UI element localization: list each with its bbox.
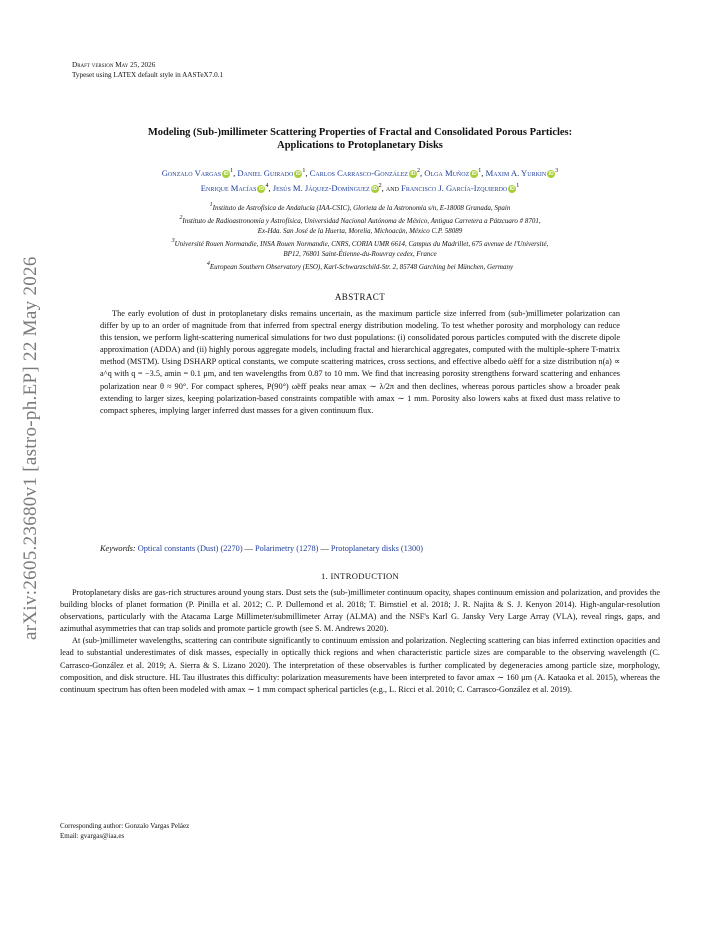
section-number: 1. [320,571,329,581]
author-sup: 3 [555,168,559,174]
affiliation-4: $^4$European Southern Observatory (ESO), Karl-Schwarzschild-Str. 2, 85748 Garching bei München, Germany [206,261,514,271]
author-sup: 2 [416,168,420,174]
section-title: INTRODUCTION [330,571,400,581]
author-sup: 2 [378,183,382,189]
orcid-icon[interactable]: iD [410,171,416,177]
affiliation-3-cont: BP12, 76801 Saint-Étienne-du-Rouvray cedex, France [283,250,437,258]
keywords-label: Keywords: [100,544,136,553]
author-link[interactable]: Francisco J. García-Izquierdo [401,183,508,193]
keywords [100,543,620,555]
footnote [60,821,189,841]
author-sup: 4 [265,183,269,189]
author-link[interactable]: Carlos Carrasco-González [309,168,408,178]
author-link[interactable]: Jesús M. Jáquez-Domínguez [272,183,370,193]
author-sup: 1 [230,168,234,174]
draft-header [72,60,223,80]
corresponding-author: Corresponding author: Gonzalo Vargas Peláez [60,822,190,830]
orcid-icon[interactable]: iD [295,171,301,177]
authors-and: and [385,183,399,193]
section-heading [60,571,660,581]
title-line-1: Modeling (Sub-)millimeter Scattering Properties of Fractal and Consolidated Porous Particles: [147,127,573,138]
author-link[interactable]: Enrique Macías [200,183,257,193]
author-sup: 1 [302,168,306,174]
keyword-separator: — [320,544,329,553]
author-link[interactable]: Maxim A. Yurkin [485,168,547,178]
affiliation-3: $^3$Université Rouen Normandie, INSA Rouen Normandie, CNRS, CORIA UMR 6614, Campus du Madrillet, 675 avenue de l'Université, [171,238,549,248]
draft-version-line: Draft version May 25, 2026 [72,61,156,69]
keyword-link[interactable]: Optical constants (Dust) (2270) [137,544,243,553]
keyword-separator: — [244,544,253,553]
author-link[interactable]: Daniel Guirado [237,168,294,178]
affiliations [56,200,664,272]
abstract-heading: ABSTRACT [334,292,386,302]
abstract-text: The early evolution of dust in protoplanetary disks remains uncertain, as the maximum particle size inferred from (sub-)millimeter polarization can differ by up to an order of magnitude from that inferred from spectral energy distribution modeling. To test whether porosity and morphology can reduce this tension, we perform light-scattering numerical simulations for two dust populations: (i) consolidated porous particles computed with the discrete dipole approximation (ADDA) and (ii) highly porous aggregate models, including fractal and hierarchical aggregates, computed with the multiple-sphere T-matrix method (MSTM). Using DSHARP optical constants, we compute scattering matrices, cross sections, and effective albedo ω̃eff for a size distribution n(a) ∝ a^q with q = −3.5, amin = 0.1 μm, and ten wavelengths from 0.87 to 10 mm. We find that increasing porosity strengthens forward scattering and enhances polarization near θ ≈ 90°. For compact spheres, P(90°) ω̃eff peaks near amax ∼ λ/2π and then declines, whereas porous particles show a broader peak extending to larger sizes, keeping polarization-based constraints compatible with amax ∼ 1 mm. Porosity also lowers κabs at fixed dust mass relative to compact spheres, implying larger inferred dust masses for a given continuum flux. [100,309,620,415]
orcid-icon[interactable]: iD [223,171,229,177]
orcid-icon[interactable]: iD [258,186,264,192]
author-sup: 1 [478,168,482,174]
orcid-icon[interactable]: iD [372,186,378,192]
affiliation-1: $^1$Instituto de Astrofísica de Andalucía (IAA-CSIC), Glorieta de la Astronomía s/n, E-18008 Granada, Spain [209,202,511,212]
affiliation-2-cont: Ex-Hda. San José de la Huerta, Morelia, Michoacán, México C.P. 58089 [257,227,463,235]
author-list: Gonzalo Vargas iD $^1$, Daniel Guirado iD $^1$, Carlos Carrasco-González iD $^2$, Olga Muñoz iD $^1$, Maxim A. Yurkin iD $^3$ Enrique Macías iD $^4$, Jesús M. Jáquez-Domínguez iD $^2$, and Francisco J. García-Izquierdo iD $^1$ [161,168,559,193]
author-link[interactable]: Gonzalo Vargas [161,168,222,178]
orcid-icon[interactable]: iD [548,171,554,177]
introduction-body [60,587,660,696]
arxiv-stamp: arXiv:2605.23680v1 [astro-ph.EP] 22 May 2026 [20,256,41,640]
affiliation-2: $^2$Instituto de Radioastronomía y Astrofísica, Universidad Nacional Autónoma de México, Antigua Carretera a Pátzcuaro # 8701, [179,215,541,225]
paper-title [60,126,660,152]
author-sup: 1 [516,183,520,189]
title-line-2: Applications to Protoplanetary Disks [277,140,443,151]
author-link[interactable]: Olga Muñoz [424,168,470,178]
intro-paragraph-1: Protoplanetary disks are gas-rich structures around young stars. Dust sets the (sub-)millimeter continuum opacity, shapes continuum emission and polarization, and provides the building blocks of planet formation (P. Pinilla et al. 2012; C. P. Dullemond et al. 2018; T. Birnstiel et al. 2018; J. R. Najita & S. J. Kenyon 2014). High-angular-resolution observations, particularly with the Atacama Large Millimeter/submillimeter Array (ALMA) and the NSF's Karl G. Jansky Very Large Array (VLA), reveal rings, gaps, and azimuthal asymmetries that can trap solids and promote particle growth (see S. M. Andrews 2020). [60,588,660,634]
orcid-icon[interactable]: iD [509,186,515,192]
keyword-link[interactable]: Polarimetry (1278) [255,544,319,553]
email-line: Email: gvargas@iaa.es [60,832,125,840]
typeset-line: Typeset using LATEX default style in AASTeX7.0.1 [72,71,224,79]
orcid-icon[interactable]: iD [471,171,477,177]
intro-paragraph-2: At (sub-)millimeter wavelengths, scattering can contribute significantly to continuum emission and polarization. Neglecting scattering can bias inferred extinction opacities and lead to substantial underestimates of disk masses, especially in optically thick regions and when characteristic particle sizes are comparable to the observing wavelength (C. Carrasco-González et al. 2019; A. Sierra & S. Lizano 2020). The interpretation of these observables is further complicated by degeneracies among particle size, morphology, composition, and disk structure. HL Tau illustrates this difficulty: polarization measurements have been interpreted to favor amax ∼ 160 μm (A. Kataoka et al. 2015), whereas the continuum spectrum has often been modeled with amax ∼ 1 mm compact spherical particles (e.g., L. Ricci et al. 2010; C. Carrasco-González et al. 2019). [60,636,660,694]
keyword-link[interactable]: Protoplanetary disks (1300) [330,544,424,553]
